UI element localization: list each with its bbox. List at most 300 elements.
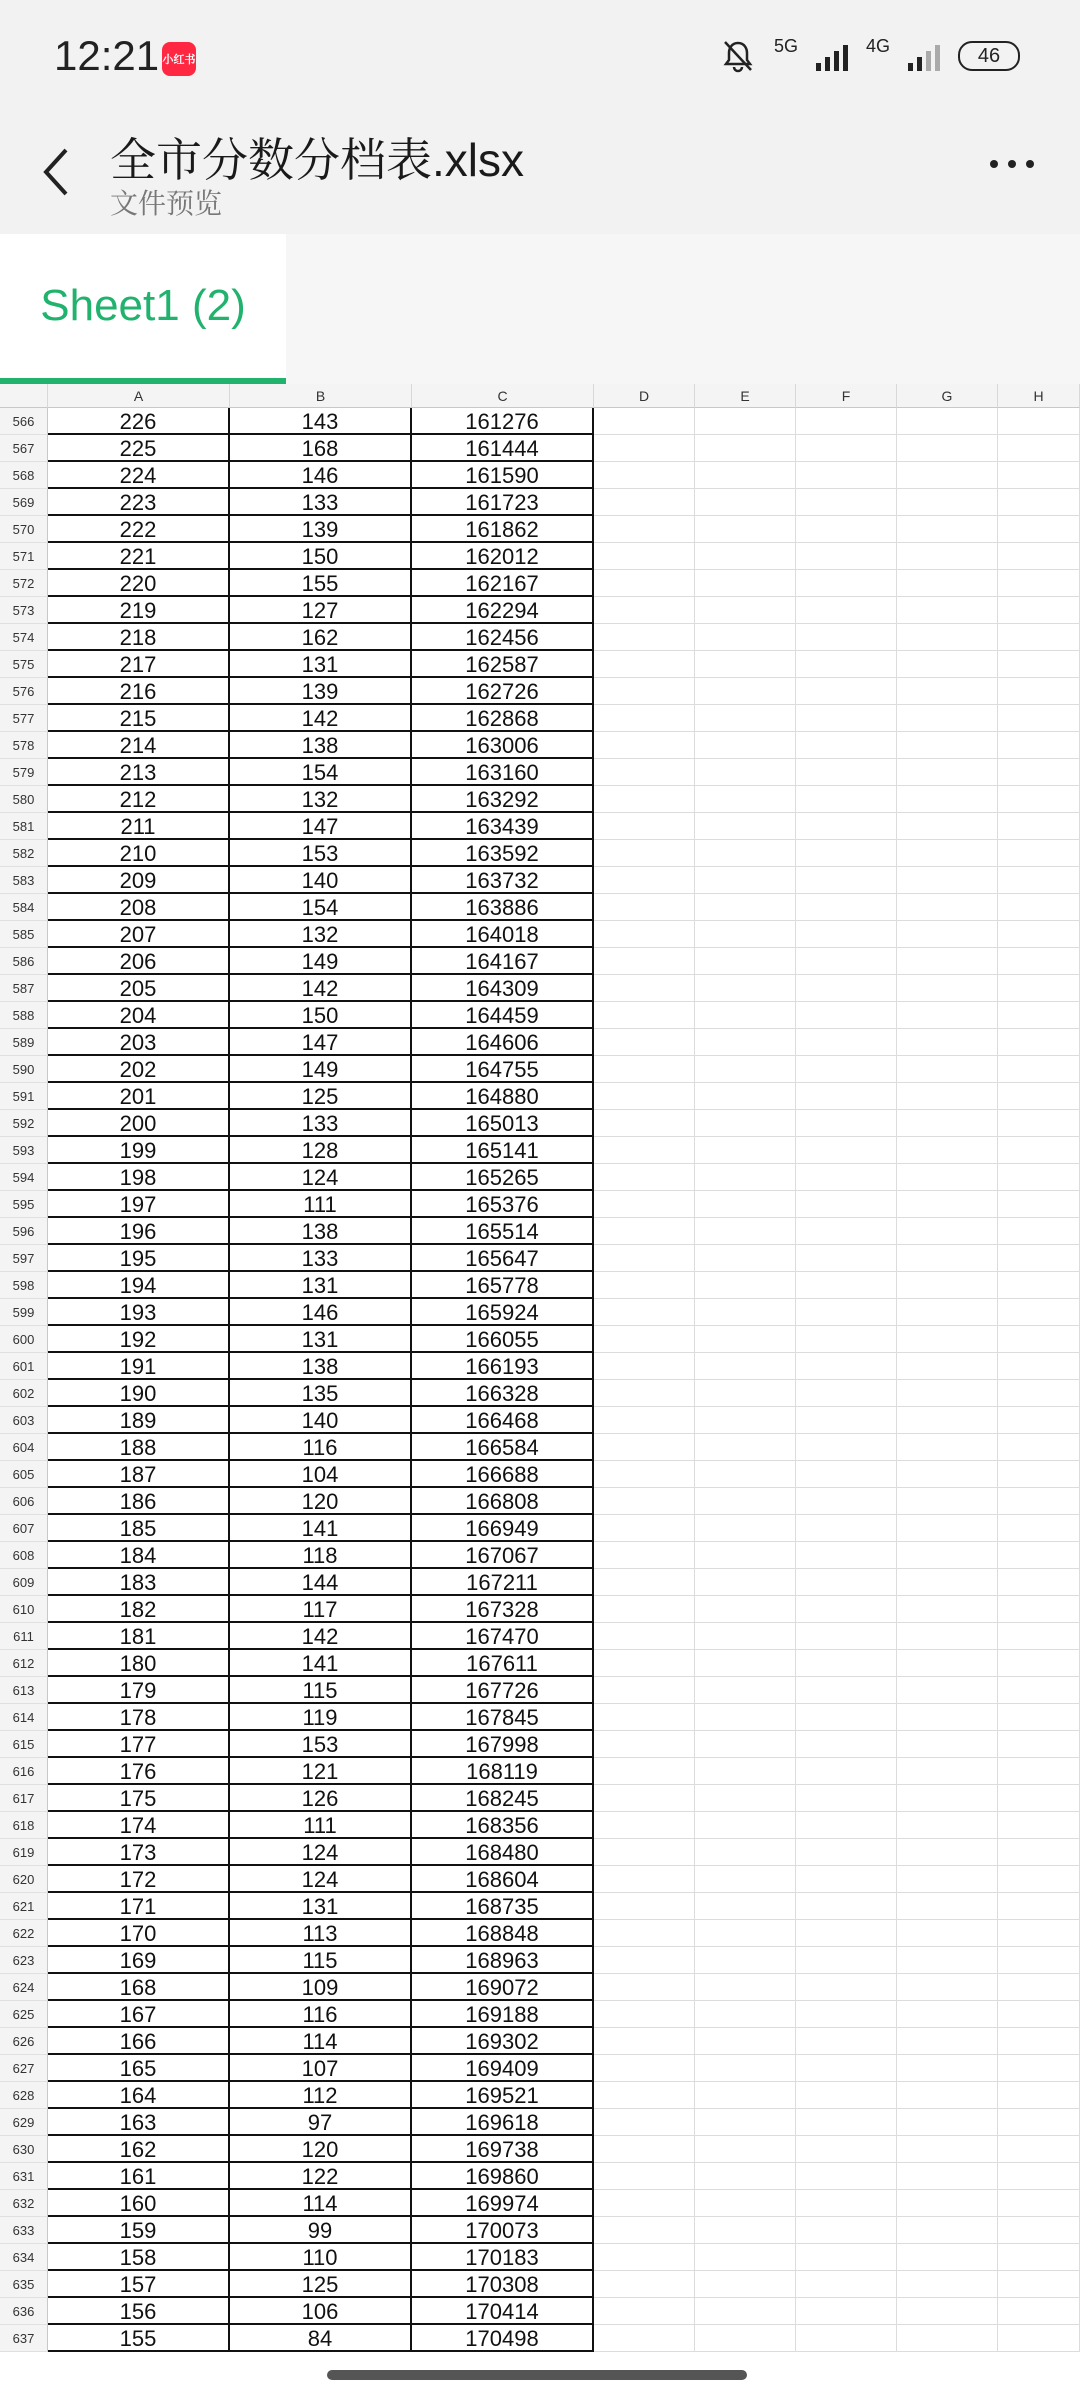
- row-number[interactable]: 609: [0, 1569, 48, 1596]
- empty-cell[interactable]: [594, 1110, 695, 1137]
- empty-cell[interactable]: [998, 1812, 1080, 1839]
- cell-a[interactable]: 201: [48, 1083, 230, 1110]
- empty-cell[interactable]: [998, 894, 1080, 921]
- cell-c[interactable]: 170183: [412, 2244, 594, 2271]
- cell-c[interactable]: 164755: [412, 1056, 594, 1083]
- empty-cell[interactable]: [695, 1434, 796, 1461]
- empty-cell[interactable]: [897, 2244, 998, 2271]
- empty-cell[interactable]: [594, 1650, 695, 1677]
- empty-cell[interactable]: [998, 1434, 1080, 1461]
- empty-cell[interactable]: [594, 1380, 695, 1407]
- cell-a[interactable]: 206: [48, 948, 230, 975]
- empty-cell[interactable]: [695, 678, 796, 705]
- empty-cell[interactable]: [695, 1893, 796, 1920]
- empty-cell[interactable]: [897, 1407, 998, 1434]
- empty-cell[interactable]: [695, 1083, 796, 1110]
- empty-cell[interactable]: [998, 516, 1080, 543]
- cell-b[interactable]: 125: [230, 1083, 412, 1110]
- cell-b[interactable]: 144: [230, 1569, 412, 1596]
- empty-cell[interactable]: [594, 1731, 695, 1758]
- empty-cell[interactable]: [998, 1326, 1080, 1353]
- empty-cell[interactable]: [695, 1299, 796, 1326]
- empty-cell[interactable]: [796, 1110, 897, 1137]
- empty-cell[interactable]: [796, 2217, 897, 2244]
- cell-c[interactable]: 166328: [412, 1380, 594, 1407]
- cell-a[interactable]: 207: [48, 921, 230, 948]
- cell-c[interactable]: 162167: [412, 570, 594, 597]
- empty-cell[interactable]: [897, 1569, 998, 1596]
- cell-b[interactable]: 153: [230, 1731, 412, 1758]
- cell-b[interactable]: 139: [230, 516, 412, 543]
- empty-cell[interactable]: [695, 1920, 796, 1947]
- empty-cell[interactable]: [796, 975, 897, 1002]
- empty-cell[interactable]: [998, 1245, 1080, 1272]
- empty-cell[interactable]: [695, 2244, 796, 2271]
- cell-a[interactable]: 184: [48, 1542, 230, 1569]
- cell-b[interactable]: 154: [230, 894, 412, 921]
- empty-cell[interactable]: [796, 2298, 897, 2325]
- empty-cell[interactable]: [796, 462, 897, 489]
- empty-cell[interactable]: [796, 867, 897, 894]
- cell-b[interactable]: 142: [230, 705, 412, 732]
- row-number[interactable]: 585: [0, 921, 48, 948]
- row-number[interactable]: 606: [0, 1488, 48, 1515]
- cell-b[interactable]: 140: [230, 1407, 412, 1434]
- empty-cell[interactable]: [998, 1866, 1080, 1893]
- empty-cell[interactable]: [897, 624, 998, 651]
- cell-c[interactable]: 162294: [412, 597, 594, 624]
- empty-cell[interactable]: [796, 597, 897, 624]
- empty-cell[interactable]: [796, 1380, 897, 1407]
- empty-cell[interactable]: [695, 894, 796, 921]
- row-number[interactable]: 633: [0, 2217, 48, 2244]
- empty-cell[interactable]: [897, 1650, 998, 1677]
- empty-cell[interactable]: [998, 435, 1080, 462]
- cell-a[interactable]: 219: [48, 597, 230, 624]
- empty-cell[interactable]: [594, 2244, 695, 2271]
- empty-cell[interactable]: [594, 435, 695, 462]
- cell-a[interactable]: 159: [48, 2217, 230, 2244]
- empty-cell[interactable]: [594, 1758, 695, 1785]
- empty-cell[interactable]: [695, 2190, 796, 2217]
- empty-cell[interactable]: [695, 921, 796, 948]
- empty-cell[interactable]: [594, 1137, 695, 1164]
- cell-a[interactable]: 222: [48, 516, 230, 543]
- empty-cell[interactable]: [998, 651, 1080, 678]
- empty-cell[interactable]: [897, 1029, 998, 1056]
- empty-cell[interactable]: [796, 813, 897, 840]
- tab-sheet1[interactable]: Sheet1 (2): [0, 234, 286, 384]
- row-number[interactable]: 591: [0, 1083, 48, 1110]
- empty-cell[interactable]: [897, 921, 998, 948]
- cell-b[interactable]: 107: [230, 2055, 412, 2082]
- empty-cell[interactable]: [998, 921, 1080, 948]
- cell-a[interactable]: 226: [48, 408, 230, 435]
- row-number[interactable]: 614: [0, 1704, 48, 1731]
- row-number[interactable]: 600: [0, 1326, 48, 1353]
- empty-cell[interactable]: [897, 759, 998, 786]
- empty-cell[interactable]: [594, 1839, 695, 1866]
- empty-cell[interactable]: [998, 1839, 1080, 1866]
- row-number[interactable]: 627: [0, 2055, 48, 2082]
- empty-cell[interactable]: [695, 1353, 796, 1380]
- cell-a[interactable]: 182: [48, 1596, 230, 1623]
- empty-cell[interactable]: [695, 1272, 796, 1299]
- cell-c[interactable]: 164880: [412, 1083, 594, 1110]
- empty-cell[interactable]: [796, 921, 897, 948]
- empty-cell[interactable]: [594, 1623, 695, 1650]
- row-number[interactable]: 628: [0, 2082, 48, 2109]
- empty-cell[interactable]: [998, 1650, 1080, 1677]
- empty-cell[interactable]: [594, 1056, 695, 1083]
- row-number[interactable]: 599: [0, 1299, 48, 1326]
- cell-a[interactable]: 167: [48, 2001, 230, 2028]
- empty-cell[interactable]: [594, 2082, 695, 2109]
- empty-cell[interactable]: [998, 867, 1080, 894]
- row-number[interactable]: 626: [0, 2028, 48, 2055]
- row-number[interactable]: 630: [0, 2136, 48, 2163]
- cell-a[interactable]: 177: [48, 1731, 230, 1758]
- empty-cell[interactable]: [796, 2190, 897, 2217]
- cell-b[interactable]: 135: [230, 1380, 412, 1407]
- empty-cell[interactable]: [897, 1380, 998, 1407]
- cell-b[interactable]: 99: [230, 2217, 412, 2244]
- empty-cell[interactable]: [897, 1515, 998, 1542]
- empty-cell[interactable]: [594, 1596, 695, 1623]
- empty-cell[interactable]: [796, 732, 897, 759]
- empty-cell[interactable]: [998, 1542, 1080, 1569]
- cell-b[interactable]: 124: [230, 1839, 412, 1866]
- row-number[interactable]: 579: [0, 759, 48, 786]
- empty-cell[interactable]: [594, 1515, 695, 1542]
- empty-cell[interactable]: [897, 2217, 998, 2244]
- cell-c[interactable]: 167328: [412, 1596, 594, 1623]
- cell-c[interactable]: 167067: [412, 1542, 594, 1569]
- empty-cell[interactable]: [695, 1245, 796, 1272]
- empty-cell[interactable]: [695, 1110, 796, 1137]
- row-number[interactable]: 578: [0, 732, 48, 759]
- row-number[interactable]: 613: [0, 1677, 48, 1704]
- empty-cell[interactable]: [695, 1623, 796, 1650]
- cell-a[interactable]: 225: [48, 435, 230, 462]
- back-button-chevron-left-icon[interactable]: [36, 142, 76, 202]
- empty-cell[interactable]: [897, 1083, 998, 1110]
- row-number[interactable]: 604: [0, 1434, 48, 1461]
- empty-cell[interactable]: [695, 786, 796, 813]
- cell-c[interactable]: 166584: [412, 1434, 594, 1461]
- row-number[interactable]: 637: [0, 2325, 48, 2352]
- empty-cell[interactable]: [897, 1704, 998, 1731]
- cell-c[interactable]: 161444: [412, 435, 594, 462]
- empty-cell[interactable]: [998, 2244, 1080, 2271]
- empty-cell[interactable]: [695, 867, 796, 894]
- cell-c[interactable]: 168604: [412, 1866, 594, 1893]
- empty-cell[interactable]: [594, 678, 695, 705]
- empty-cell[interactable]: [796, 2271, 897, 2298]
- empty-cell[interactable]: [594, 840, 695, 867]
- empty-cell[interactable]: [695, 651, 796, 678]
- empty-cell[interactable]: [695, 1758, 796, 1785]
- empty-cell[interactable]: [897, 1974, 998, 2001]
- empty-cell[interactable]: [695, 1137, 796, 1164]
- row-number[interactable]: 631: [0, 2163, 48, 2190]
- empty-cell[interactable]: [695, 543, 796, 570]
- empty-cell[interactable]: [998, 2001, 1080, 2028]
- empty-cell[interactable]: [796, 570, 897, 597]
- cell-a[interactable]: 210: [48, 840, 230, 867]
- cell-a[interactable]: 205: [48, 975, 230, 1002]
- empty-cell[interactable]: [897, 2055, 998, 2082]
- cell-a[interactable]: 162: [48, 2136, 230, 2163]
- cell-a[interactable]: 180: [48, 1650, 230, 1677]
- empty-cell[interactable]: [796, 1650, 897, 1677]
- row-number[interactable]: 617: [0, 1785, 48, 1812]
- empty-cell[interactable]: [594, 813, 695, 840]
- empty-cell[interactable]: [998, 1758, 1080, 1785]
- empty-cell[interactable]: [998, 1110, 1080, 1137]
- empty-cell[interactable]: [594, 2055, 695, 2082]
- cell-a[interactable]: 175: [48, 1785, 230, 1812]
- cell-c[interactable]: 169302: [412, 2028, 594, 2055]
- row-number[interactable]: 570: [0, 516, 48, 543]
- empty-cell[interactable]: [998, 2136, 1080, 2163]
- cell-b[interactable]: 142: [230, 975, 412, 1002]
- cell-c[interactable]: 164018: [412, 921, 594, 948]
- cell-c[interactable]: 165514: [412, 1218, 594, 1245]
- cell-c[interactable]: 168480: [412, 1839, 594, 1866]
- cell-a[interactable]: 185: [48, 1515, 230, 1542]
- empty-cell[interactable]: [695, 516, 796, 543]
- empty-cell[interactable]: [695, 1677, 796, 1704]
- empty-cell[interactable]: [695, 1974, 796, 2001]
- empty-cell[interactable]: [796, 1515, 897, 1542]
- cell-a[interactable]: 197: [48, 1191, 230, 1218]
- empty-cell[interactable]: [796, 516, 897, 543]
- empty-cell[interactable]: [796, 1542, 897, 1569]
- cell-a[interactable]: 194: [48, 1272, 230, 1299]
- empty-cell[interactable]: [695, 624, 796, 651]
- cell-b[interactable]: 117: [230, 1596, 412, 1623]
- cell-a[interactable]: 161: [48, 2163, 230, 2190]
- empty-cell[interactable]: [998, 2109, 1080, 2136]
- cell-c[interactable]: 162726: [412, 678, 594, 705]
- row-number[interactable]: 634: [0, 2244, 48, 2271]
- empty-cell[interactable]: [695, 2271, 796, 2298]
- cell-c[interactable]: 163292: [412, 786, 594, 813]
- cell-c[interactable]: 170073: [412, 2217, 594, 2244]
- empty-cell[interactable]: [897, 1812, 998, 1839]
- empty-cell[interactable]: [897, 1434, 998, 1461]
- empty-cell[interactable]: [695, 1002, 796, 1029]
- cell-a[interactable]: 202: [48, 1056, 230, 1083]
- empty-cell[interactable]: [897, 1866, 998, 1893]
- empty-cell[interactable]: [594, 651, 695, 678]
- cell-a[interactable]: 190: [48, 1380, 230, 1407]
- row-number[interactable]: 573: [0, 597, 48, 624]
- empty-cell[interactable]: [998, 1677, 1080, 1704]
- cell-c[interactable]: 163732: [412, 867, 594, 894]
- empty-cell[interactable]: [695, 435, 796, 462]
- empty-cell[interactable]: [998, 1380, 1080, 1407]
- empty-cell[interactable]: [695, 2001, 796, 2028]
- cell-b[interactable]: 110: [230, 2244, 412, 2271]
- empty-cell[interactable]: [695, 2325, 796, 2352]
- empty-cell[interactable]: [594, 1488, 695, 1515]
- empty-cell[interactable]: [594, 1434, 695, 1461]
- empty-cell[interactable]: [594, 1677, 695, 1704]
- empty-cell[interactable]: [897, 1110, 998, 1137]
- empty-cell[interactable]: [796, 1353, 897, 1380]
- empty-cell[interactable]: [998, 2055, 1080, 2082]
- empty-cell[interactable]: [695, 1029, 796, 1056]
- cell-a[interactable]: 187: [48, 1461, 230, 1488]
- row-number[interactable]: 620: [0, 1866, 48, 1893]
- cell-c[interactable]: 165141: [412, 1137, 594, 1164]
- empty-cell[interactable]: [594, 597, 695, 624]
- row-number[interactable]: 577: [0, 705, 48, 732]
- empty-cell[interactable]: [594, 1164, 695, 1191]
- empty-cell[interactable]: [796, 408, 897, 435]
- empty-cell[interactable]: [594, 975, 695, 1002]
- cell-c[interactable]: 161723: [412, 489, 594, 516]
- cell-b[interactable]: 162: [230, 624, 412, 651]
- column-header-g[interactable]: G: [897, 384, 998, 408]
- empty-cell[interactable]: [897, 2298, 998, 2325]
- empty-cell[interactable]: [897, 1839, 998, 1866]
- cell-b[interactable]: 124: [230, 1164, 412, 1191]
- empty-cell[interactable]: [796, 1002, 897, 1029]
- cell-b[interactable]: 111: [230, 1191, 412, 1218]
- empty-cell[interactable]: [998, 1623, 1080, 1650]
- cell-b[interactable]: 122: [230, 2163, 412, 2190]
- empty-cell[interactable]: [998, 1596, 1080, 1623]
- row-number[interactable]: 602: [0, 1380, 48, 1407]
- row-number[interactable]: 623: [0, 1947, 48, 1974]
- empty-cell[interactable]: [897, 2028, 998, 2055]
- cell-c[interactable]: 167998: [412, 1731, 594, 1758]
- empty-cell[interactable]: [594, 894, 695, 921]
- cell-a[interactable]: 183: [48, 1569, 230, 1596]
- empty-cell[interactable]: [998, 2082, 1080, 2109]
- cell-b[interactable]: 154: [230, 759, 412, 786]
- empty-cell[interactable]: [998, 1407, 1080, 1434]
- empty-cell[interactable]: [796, 1731, 897, 1758]
- row-number[interactable]: 615: [0, 1731, 48, 1758]
- empty-cell[interactable]: [796, 1461, 897, 1488]
- empty-cell[interactable]: [594, 2163, 695, 2190]
- empty-cell[interactable]: [594, 1920, 695, 1947]
- cell-b[interactable]: 112: [230, 2082, 412, 2109]
- empty-cell[interactable]: [796, 1245, 897, 1272]
- empty-cell[interactable]: [998, 2298, 1080, 2325]
- row-number[interactable]: 629: [0, 2109, 48, 2136]
- row-number[interactable]: 588: [0, 1002, 48, 1029]
- empty-cell[interactable]: [695, 2163, 796, 2190]
- empty-cell[interactable]: [998, 1515, 1080, 1542]
- cell-c[interactable]: 168735: [412, 1893, 594, 1920]
- cell-b[interactable]: 124: [230, 1866, 412, 1893]
- row-number[interactable]: 574: [0, 624, 48, 651]
- empty-cell[interactable]: [796, 2325, 897, 2352]
- cell-a[interactable]: 160: [48, 2190, 230, 2217]
- empty-cell[interactable]: [897, 1758, 998, 1785]
- cell-c[interactable]: 169188: [412, 2001, 594, 2028]
- row-number[interactable]: 636: [0, 2298, 48, 2325]
- empty-cell[interactable]: [695, 1191, 796, 1218]
- cell-b[interactable]: 119: [230, 1704, 412, 1731]
- empty-cell[interactable]: [796, 1893, 897, 1920]
- cell-c[interactable]: 163886: [412, 894, 594, 921]
- row-number[interactable]: 594: [0, 1164, 48, 1191]
- cell-b[interactable]: 120: [230, 1488, 412, 1515]
- row-number[interactable]: 616: [0, 1758, 48, 1785]
- row-number[interactable]: 595: [0, 1191, 48, 1218]
- cell-c[interactable]: 161276: [412, 408, 594, 435]
- empty-cell[interactable]: [594, 1218, 695, 1245]
- empty-cell[interactable]: [594, 408, 695, 435]
- cell-c[interactable]: 168119: [412, 1758, 594, 1785]
- cell-c[interactable]: 169521: [412, 2082, 594, 2109]
- empty-cell[interactable]: [695, 1866, 796, 1893]
- empty-cell[interactable]: [796, 435, 897, 462]
- cell-a[interactable]: 164: [48, 2082, 230, 2109]
- cell-a[interactable]: 218: [48, 624, 230, 651]
- empty-cell[interactable]: [695, 1650, 796, 1677]
- empty-cell[interactable]: [897, 2271, 998, 2298]
- empty-cell[interactable]: [594, 1407, 695, 1434]
- empty-cell[interactable]: [594, 1029, 695, 1056]
- cell-a[interactable]: 200: [48, 1110, 230, 1137]
- empty-cell[interactable]: [695, 732, 796, 759]
- empty-cell[interactable]: [796, 1596, 897, 1623]
- cell-a[interactable]: 176: [48, 1758, 230, 1785]
- cell-b[interactable]: 153: [230, 840, 412, 867]
- empty-cell[interactable]: [796, 624, 897, 651]
- cell-b[interactable]: 133: [230, 1245, 412, 1272]
- empty-cell[interactable]: [897, 732, 998, 759]
- empty-cell[interactable]: [897, 1461, 998, 1488]
- empty-cell[interactable]: [695, 597, 796, 624]
- cell-c[interactable]: 164167: [412, 948, 594, 975]
- empty-cell[interactable]: [897, 1596, 998, 1623]
- empty-cell[interactable]: [695, 1326, 796, 1353]
- cell-b[interactable]: 109: [230, 1974, 412, 2001]
- empty-cell[interactable]: [594, 1812, 695, 1839]
- empty-cell[interactable]: [796, 1974, 897, 2001]
- column-header-f[interactable]: F: [796, 384, 897, 408]
- empty-cell[interactable]: [695, 570, 796, 597]
- empty-cell[interactable]: [897, 1164, 998, 1191]
- cell-c[interactable]: 164309: [412, 975, 594, 1002]
- cell-b[interactable]: 155: [230, 570, 412, 597]
- cell-c[interactable]: 161862: [412, 516, 594, 543]
- empty-cell[interactable]: [594, 921, 695, 948]
- cell-b[interactable]: 127: [230, 597, 412, 624]
- empty-cell[interactable]: [796, 1623, 897, 1650]
- column-header-a[interactable]: A: [48, 384, 230, 408]
- empty-cell[interactable]: [998, 2325, 1080, 2352]
- empty-cell[interactable]: [594, 1785, 695, 1812]
- cell-b[interactable]: 131: [230, 1893, 412, 1920]
- empty-cell[interactable]: [998, 1569, 1080, 1596]
- cell-b[interactable]: 114: [230, 2190, 412, 2217]
- row-number[interactable]: 589: [0, 1029, 48, 1056]
- row-number[interactable]: 607: [0, 1515, 48, 1542]
- empty-cell[interactable]: [594, 948, 695, 975]
- empty-cell[interactable]: [695, 2217, 796, 2244]
- empty-cell[interactable]: [796, 1920, 897, 1947]
- cell-a[interactable]: 188: [48, 1434, 230, 1461]
